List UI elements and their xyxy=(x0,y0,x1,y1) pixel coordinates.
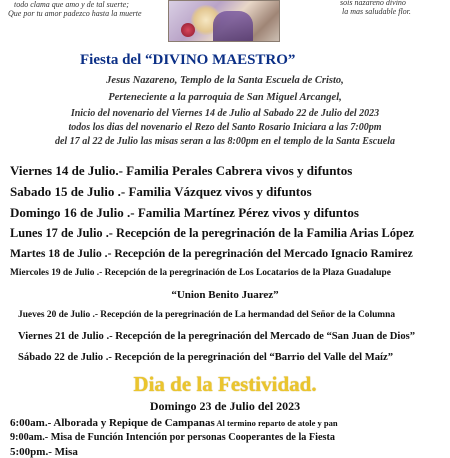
program-item-1 xyxy=(10,417,338,429)
program-item-1-note: Al termino reparto de atole y pan xyxy=(214,418,338,428)
schedule-item-7: Jueves 20 de Julio .- Recepción de la peregrinación de La hermandad del Señor de la Columna xyxy=(18,310,396,320)
schedule-item-8: Viernes 21 de Julio .- Recepción de la peregrinación del Mercado de “San Juan de Dios” xyxy=(18,331,416,342)
schedule-item-6: Miercoles 19 de Julio .- Recepción de la peregrinación de Los Locatarios de la Plaza Guadalupe xyxy=(10,268,391,278)
fiesta-date: Domingo 23 de Julio del 2023 xyxy=(149,399,301,413)
schedule-item-9: Sábado 22 de Julio .- Recepción de la peregrinación del “Barrio del Valle del Maíz” xyxy=(18,352,393,363)
program-item-1-main: 6:00am.- Alborada y Repique de Campanas xyxy=(10,417,215,429)
schedule-item-3: Domingo 16 de Julio .- Familia Martínez Pérez vivos y difuntos xyxy=(10,205,359,220)
program-item-2-main: 9:00am.- Misa de Función Intención por personas Cooperantes de la Fiesta xyxy=(10,432,335,443)
schedule-item-5: Martes 18 de Julio .- Recepción de la peregrinación del Mercado Ignacio Ramirez xyxy=(10,247,413,260)
robe-shape xyxy=(213,11,253,42)
verse-left-line-2: Que por tu amor padezco hasta la muerte xyxy=(8,9,142,18)
intro-line-2: Perteneciente a la parroquia de San Miguel Arcangel, xyxy=(108,92,342,103)
page-title: Fiesta del “DIVINO MAESTRO” xyxy=(80,52,296,68)
schedule-item-6-continuation: “Union Benito Juarez” xyxy=(171,289,279,301)
intro-line-5: del 17 al 22 de Julio las misas seran a las 8:00pm en el templo de la Santa Escuela xyxy=(54,136,395,147)
schedule-item-4: Lunes 17 de Julio .- Recepción de la peregrinación de la Familia Arias López xyxy=(10,226,414,240)
intro-line-4: todos los dias del novenario el Rezo del Santo Rosario Iniciara a las 7:00pm xyxy=(68,122,382,133)
religious-image xyxy=(168,0,280,42)
festividad-heading: Dia de la Festividad. xyxy=(133,372,317,396)
verse-right-line-2: la mas saludable flor. xyxy=(342,7,411,16)
schedule-item-2: Sabado 15 de Julio .- Familia Vázquez vivos y difuntos xyxy=(10,184,312,199)
intro-line-1: Jesus Nazareno, Templo de la Santa Escuela de Cristo, xyxy=(106,75,344,86)
intro-line-3: Inicio del novenario del Viernes 14 de Julio al Sabado 22 de Julio del 2023 xyxy=(70,108,380,119)
program-item-3 xyxy=(10,446,78,458)
rose-shape xyxy=(181,23,195,37)
verse-right-line-1: sois nazareno divino xyxy=(340,0,406,7)
verse-left-line-1: todo clama que amo y de tal suerte; xyxy=(14,0,129,9)
program-item-3-main: 5:00pm.- Misa xyxy=(10,446,78,458)
schedule-item-1: Viernes 14 de Julio.- Familia Perales Cabrera vivos y difuntos xyxy=(10,163,353,178)
program-item-2 xyxy=(10,432,335,443)
